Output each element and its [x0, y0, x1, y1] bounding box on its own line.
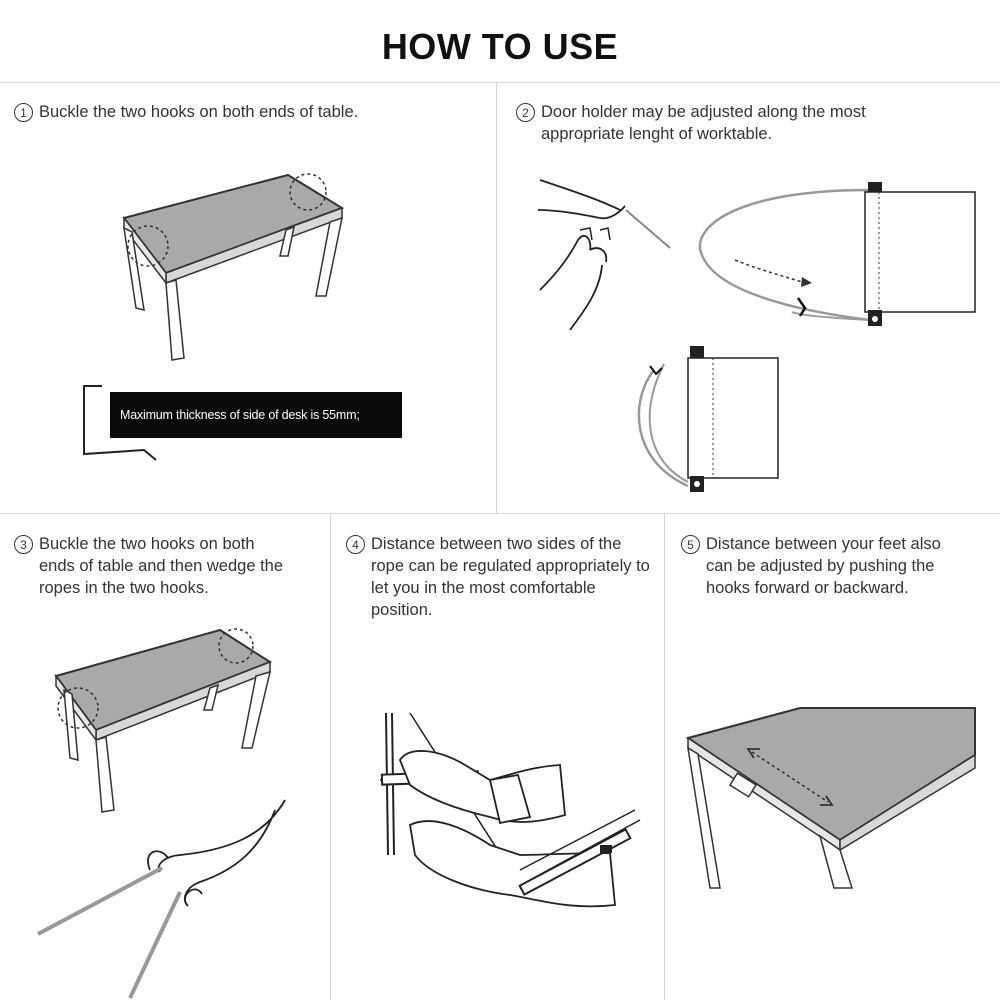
door-holder-illustration	[530, 170, 990, 500]
table-corner-illustration	[680, 700, 980, 900]
step-2-number: 2	[516, 103, 535, 122]
step-5-number: 5	[681, 535, 700, 554]
step-1-text: Buckle the two hooks on both ends of table.	[39, 103, 359, 121]
lower-column-divider-left	[330, 513, 331, 1000]
step-5-text: Distance between your feet also can be adjusted by pushing the hooks forward or backward.	[706, 535, 941, 597]
upper-column-divider	[496, 82, 497, 513]
lower-column-divider-right	[664, 513, 665, 1000]
step-1	[14, 101, 484, 123]
step-2-text: Door holder may be adjusted along the most appropriate lenght of worktable.	[541, 103, 866, 143]
step-3-number: 3	[14, 535, 33, 554]
top-divider	[0, 82, 1000, 83]
step-4-number: 4	[346, 535, 365, 554]
table-illustration-1	[110, 160, 370, 370]
step-5	[681, 533, 971, 599]
feet-hammock-illustration	[370, 705, 650, 915]
step-3-text: Buckle the two hooks on both ends of table and then wedge the ropes in the two hooks.	[39, 535, 284, 597]
middle-divider	[0, 513, 1000, 514]
step-1-number: 1	[14, 103, 33, 122]
step-3	[14, 533, 289, 599]
step-4	[346, 533, 651, 621]
page-title: HOW TO USE	[381, 26, 619, 67]
table-rope-illustration	[30, 620, 310, 1000]
step-4-text: Distance between two sides of the rope can be regulated appropriately to let you in the most comfortable position.	[371, 535, 650, 619]
callout-max-thickness: Maximum thickness of side of desk is 55mm;	[110, 392, 402, 438]
step-2	[516, 101, 911, 145]
